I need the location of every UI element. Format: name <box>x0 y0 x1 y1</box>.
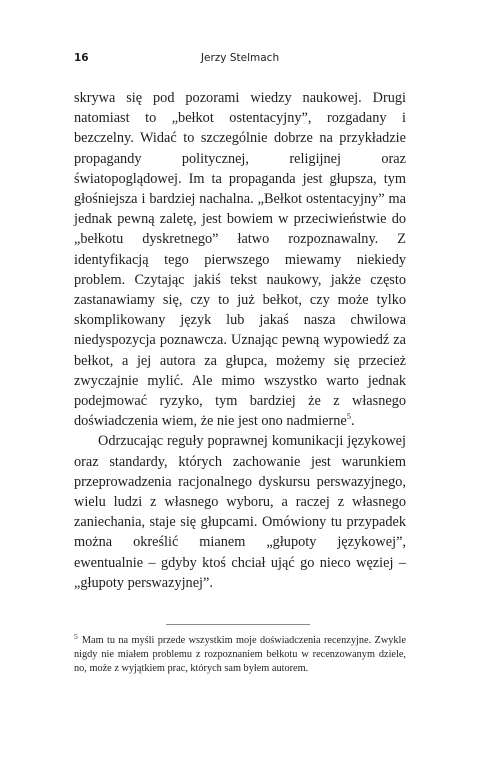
footnote-marker: 5 <box>74 631 78 641</box>
footnote-reference[interactable]: 5 <box>346 411 352 422</box>
main-text <box>74 88 406 593</box>
paragraph-1-text: skrywa się pod pozorami wiedzy naukowej. Drugi natomiast to „bełkot ostentacyjny”, rozgadany i bezczelny. Widać to szczególnie dobrze na przykładzie propagandy politycznej, religijnej oraz światopoglądowej. Im ta propaganda jest głupsza, tym głośniejsza i bardziej nachalna. „Bełkot ostentacyjny” ma jednak pewną zaletę, jest bowiem w przeciwieństwie do „bełkotu dyskretnego” łatwo rozpoznawalny. Z identyfikacją tego pierwszego miewamy niekiedy problem. Czytając jakiś tekst naukowy, jakże często zastanawiamy się, czy to już bełkot, czy może tylko skomplikowany język lub jakaś nasza chwilowa niedyspozycja poznawcza. Uznając pewną wypowiedź za bełkot, a jej autora za głupca, możemy się przecież zwyczajnie mylić. Ale mimo wszystko warto jednak podejmować ryzyko, tym bardziej że z własnego doświadczenia wiem, że nie jest ono nadmierne <box>74 90 406 430</box>
paragraph-2: Odrzucając reguły poprawnej komunikacji językowej oraz standardy, których zachowanie jest warunkiem przeprowadzenia racjonalnego dyskursu perswazyjnego, wielu ludzi z własnego wyboru, a raczej z własnego zaniechania, staje się głupcami. Omówiony tu przypadek można określić mianem „głupoty językowej”, ewentualnie – gdyby ktoś chciał ująć go nieco węziej – „głupoty perswazyjnej”. <box>74 433 406 591</box>
page-number: 16 <box>74 52 89 64</box>
footnote-text: Mam tu na myśli przede wszystkim moje doświadczenia recenzyjne. Zwykle nigdy nie miałem problemu z rozpoznaniem bełkotu w recenzowanym dziele, no, może z wyjątkiem prac, których sam byłem autorem. <box>74 635 406 675</box>
footnote <box>74 631 406 677</box>
paragraph-1: skrywa się pod pozorami wiedzy naukowej. Drugi natomiast to „bełkot ostentacyjny”, rozgadany i bezczelny. Widać to szczególnie dobrze na przykładzie propagandy politycznej, religijnej oraz światopoglądowej. Im ta propaganda jest głupsza, tym głośniejsza i bardziej nachalna. „Bełkot ostentacyjny” ma jednak pewną zaletę, jest bowiem w przeciwieństwie do „bełkotu dyskretnego” łatwo rozpoznawalny. Z identyfikacją tego pierwszego miewamy niekiedy problem. Czytając jakiś tekst naukowy, jakże często zastanawiamy się, czy to już bełkot, czy może tylko skomplikowany język lub jakaś nasza chwilowa niedyspozycja poznawcza. Uznając pewną wypowiedź za bełkot, a jej autora za głupca, możemy się przecież zwyczajnie mylić. Ale mimo wszystko warto jednak podejmować ryzyko, tym bardziej że z własnego doświadczenia wiem, że nie jest ono nadmierne$^5$. <box>74 90 406 430</box>
running-head-author: Jerzy Stelmach <box>200 52 280 64</box>
page-header <box>74 52 406 68</box>
footnote-divider <box>166 624 310 625</box>
